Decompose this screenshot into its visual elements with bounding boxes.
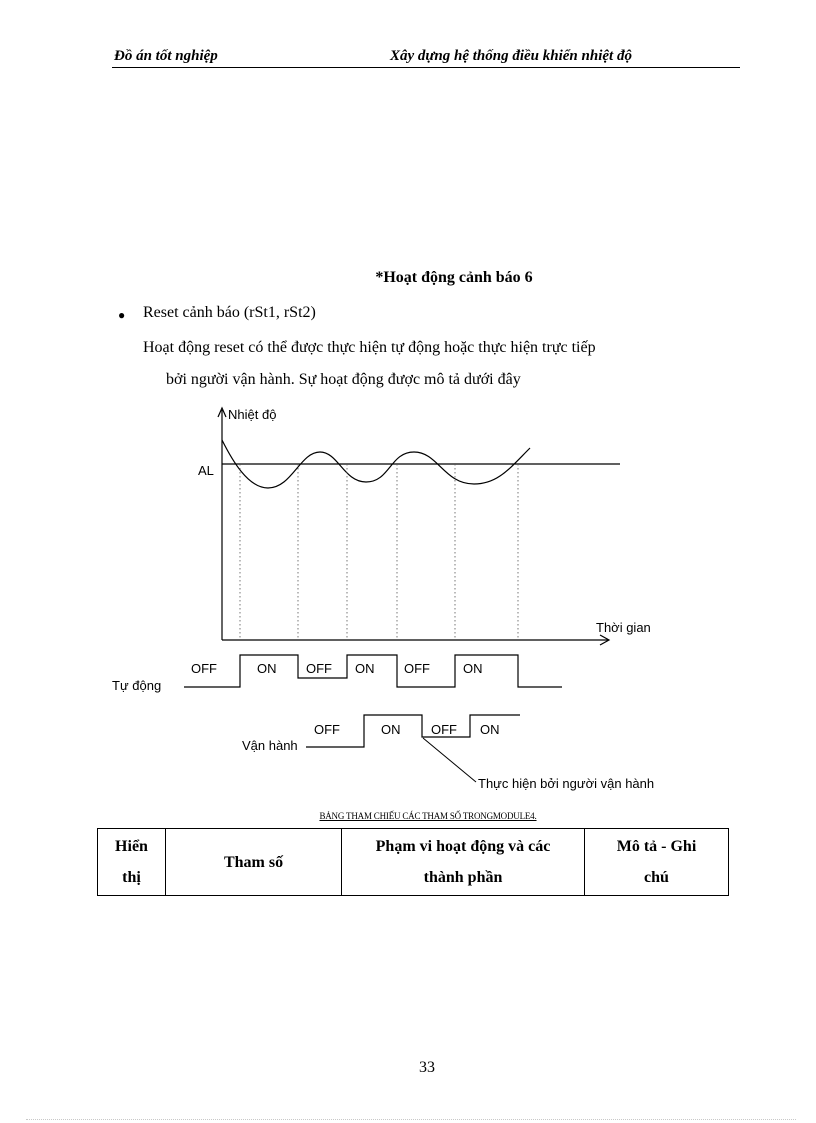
header-range-line1: Phạm vi hoạt động và các xyxy=(375,838,551,855)
manual-state-1: OFF xyxy=(314,722,340,737)
header-description-line2: chú xyxy=(644,869,669,886)
manual-row-label: Vận hành xyxy=(242,738,298,753)
manual-state-4: ON xyxy=(480,722,500,737)
header-parameter: Tham số xyxy=(166,829,342,896)
table-caption: BẢNG THAM CHIẾU CÁC THAM SỐ TRONGMODULE4. xyxy=(319,811,537,821)
y-axis-label: Nhiệt độ xyxy=(228,407,277,422)
header-range-line2: thành phần xyxy=(423,869,503,886)
auto-state-2: ON xyxy=(257,661,277,676)
parameter-table xyxy=(97,828,729,896)
header-display-line2: thị xyxy=(122,869,141,886)
x-axis-label: Thời gian xyxy=(596,620,651,635)
header-display-line1: Hiển xyxy=(115,838,148,855)
event-guide-lines xyxy=(240,464,518,640)
bullet-icon: ● xyxy=(118,308,126,322)
table-header-row xyxy=(98,829,729,896)
page-number: 33 xyxy=(419,1059,435,1076)
auto-row-label: Tự động xyxy=(112,678,162,693)
header-display xyxy=(98,829,166,896)
header-rule xyxy=(112,67,740,68)
annotation-text: Thực hiện bởi người vận hành xyxy=(478,776,655,791)
al-label: AL xyxy=(198,463,214,478)
auto-state-3: OFF xyxy=(306,661,332,676)
header-description xyxy=(585,829,729,896)
manual-state-2: ON xyxy=(381,722,401,737)
auto-state-6: ON xyxy=(463,661,483,676)
header-range xyxy=(342,829,585,896)
header-left-title: Đồ án tốt nghiệp xyxy=(114,48,218,64)
paragraph-line-1: Hoạt động reset có thể được thực hiện tự động hoặc thực hiện trực tiếp xyxy=(143,339,596,356)
header-description-line1: Mô tả - Ghi xyxy=(616,838,697,855)
section-heading: *Hoạt động cảnh báo 6 xyxy=(375,269,533,286)
temperature-axis xyxy=(218,408,609,645)
auto-state-4: ON xyxy=(355,661,375,676)
manual-state-3: OFF xyxy=(431,722,457,737)
auto-state-1: OFF xyxy=(191,661,217,676)
paragraph-line-2: bởi người vận hành. Sự hoạt động được mô tả dưới đây xyxy=(166,371,521,388)
annotation-pointer xyxy=(423,738,476,782)
header-right-title: Xây dựng hệ thống điều khiển nhiệt độ xyxy=(390,48,632,64)
auto-state-5: OFF xyxy=(404,661,430,676)
page-bottom-border xyxy=(26,1119,796,1120)
bullet-text: Reset cảnh báo (rSt1, rSt2) xyxy=(143,304,316,321)
alarm-reset-diagram xyxy=(100,400,700,800)
